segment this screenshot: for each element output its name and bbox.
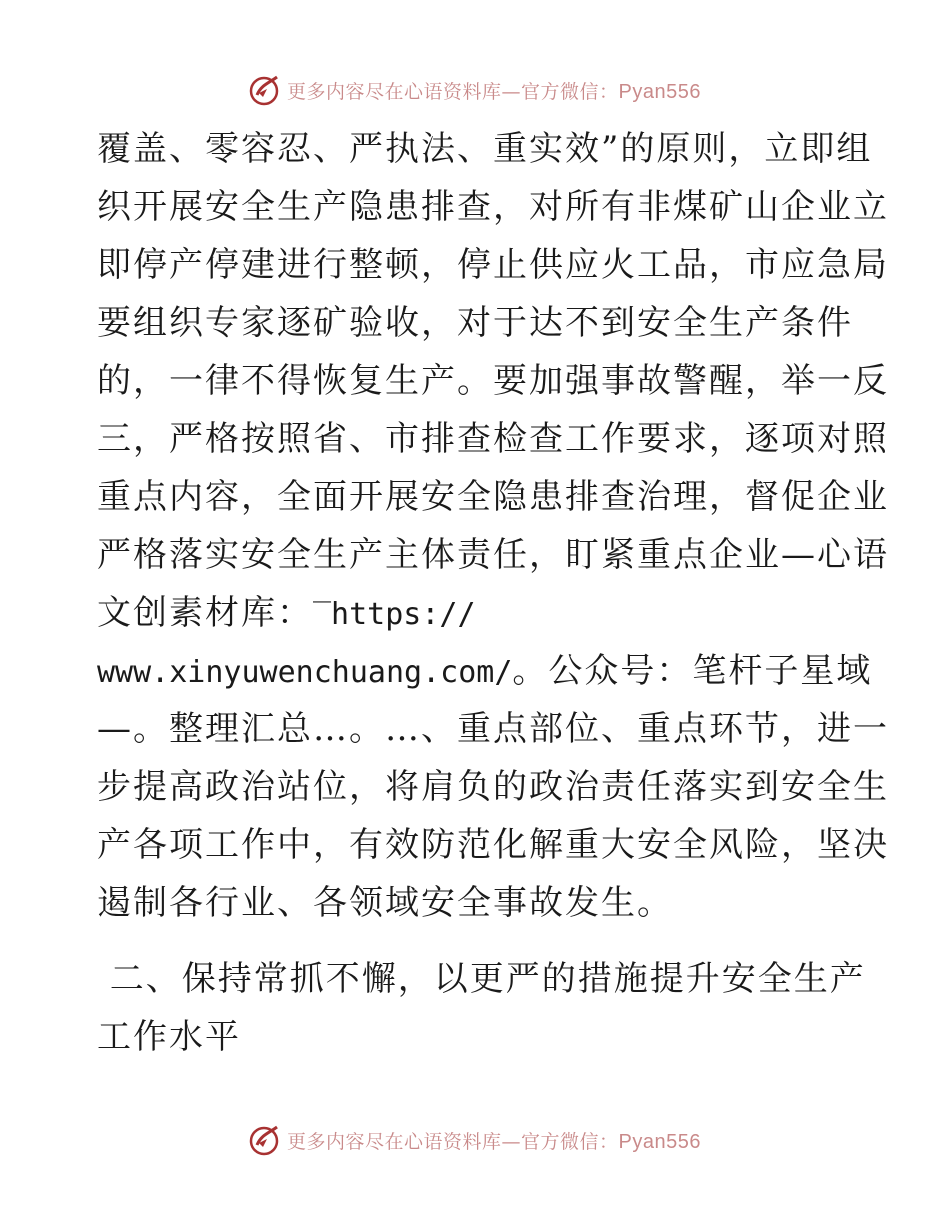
footer-wechat-id: Pyan556 bbox=[618, 1130, 701, 1153]
body-line: 的，一律不得恢复生产。要加强事故警醒，举一反 bbox=[97, 361, 889, 401]
section-heading-line: 二、保持常抓不懈，以更严的措施提升安全生产 bbox=[97, 959, 866, 999]
body-line bbox=[97, 584, 857, 642]
body-line: 覆盖、零容忍、严执法、重实效”的原则，立即组 bbox=[97, 129, 873, 169]
page-footer-banner bbox=[0, 1120, 950, 1160]
page-header-banner bbox=[0, 70, 950, 110]
brand-logo-icon bbox=[249, 73, 283, 107]
body-line: 步提高政治站位，将肩负的政治责任落实到安全生 bbox=[97, 767, 889, 807]
section-heading-line: 工作水平 bbox=[97, 1017, 241, 1057]
body-line: 织开展安全生产隐患排查，对所有非煤矿山企业立 bbox=[97, 187, 889, 227]
footer-banner-text: 更多内容尽在心语资料库—官方微信：Pyan556 bbox=[287, 1130, 701, 1153]
brand-logo-icon bbox=[249, 1123, 283, 1157]
body-line: 产各项工作中，有效防范化解重大安全风险，坚决 bbox=[97, 825, 889, 865]
header-wechat-id: Pyan556 bbox=[618, 80, 701, 103]
header-banner-text: 更多内容尽在心语资料库—官方微信：Pyan556 bbox=[287, 80, 701, 103]
document-body bbox=[97, 120, 889, 932]
url-fragment: www.xinyuwenchuang.com/ bbox=[97, 655, 513, 690]
body-line: 要组织专家逐矿验收，对于达不到安全生产条件 bbox=[97, 303, 853, 343]
section-heading bbox=[97, 950, 866, 1066]
body-line: 严格落实安全生产主体责任，盯紧重点企业—心语 bbox=[97, 535, 889, 575]
body-line bbox=[97, 642, 873, 700]
body-line: 三，严格按照省、市排查检查工作要求，逐项对照 bbox=[97, 419, 889, 459]
body-line: 即停产停建进行整顿，停止供应火工品，市应急局 bbox=[97, 245, 889, 285]
body-line: —。整理汇总…。…、重点部位、重点环节，进一 bbox=[97, 709, 889, 749]
url-fragment: ‾https:// bbox=[313, 597, 476, 632]
body-line: 遏制各行业、各领域安全事故发生。 bbox=[97, 883, 673, 923]
body-text-segment: 文创素材库： bbox=[97, 593, 313, 633]
body-text-segment: 。公众号：笔杆子星域 bbox=[512, 651, 873, 691]
body-line: 重点内容，全面开展安全隐患排查治理，督促企业 bbox=[97, 477, 889, 517]
